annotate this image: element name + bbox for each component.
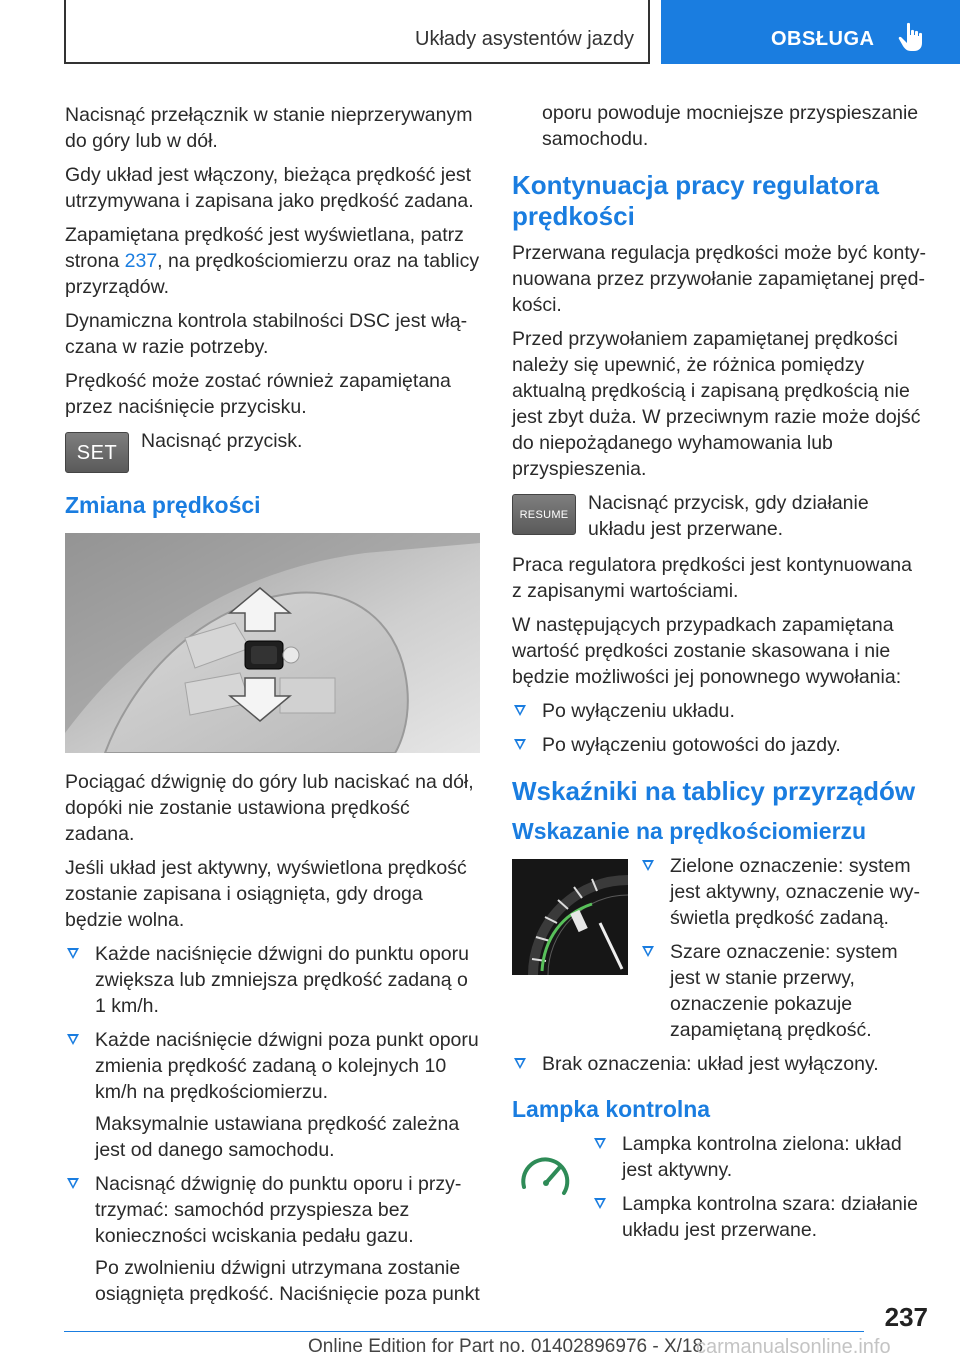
- list-item: [640, 939, 927, 1043]
- triangle-bullet-icon: [642, 946, 654, 957]
- list-item: [65, 1171, 480, 1249]
- header-section-box: [64, 0, 650, 64]
- list-item: [640, 853, 927, 931]
- list-item-text: Każde naciśnięcie dźwigni poza punkt oporu zmienia prędkość zadaną o kolejnych 10 km/h na prędkościomierzu.: [95, 1029, 479, 1103]
- list-item-text: Lampka kontrolna szara: działanie układu jest przerwane.: [622, 1193, 918, 1241]
- paragraph: Przerwana regulacja prędkości może być kontynuowana przez przywołanie zapamiętanej prędkości.: [512, 242, 927, 316]
- paragraph: Gdy układ jest włączony, bieżąca prędkość jest utrzymywana i zapisana jako prędkość zadana.: [65, 164, 474, 212]
- triangle-bullet-icon: [514, 705, 526, 716]
- section-heading: Zmiana prędkości: [65, 492, 261, 518]
- list-item: [592, 1191, 927, 1243]
- paragraph: Jeśli układ jest aktywny, wyświetlona prędkość zostanie zapisana i osiągnięta, gdy droga będzie wolna.: [65, 857, 467, 931]
- footer-watermark: carmanualsonline.info: [696, 1336, 891, 1358]
- subsection-heading: Wskazanie na prędkościomierzu: [512, 818, 867, 844]
- list-item-text: Po wyłączeniu gotowości do jazdy.: [542, 734, 841, 756]
- bullet-list: [512, 698, 927, 758]
- right-column: [512, 102, 927, 1251]
- list-item-text: Zielone oznaczenie: system jest aktywny, oznaczenie wyświetla prędkość zadaną.: [670, 855, 920, 929]
- indicator-lamp-row: [512, 1131, 927, 1251]
- paragraph-continued: oporu powoduje mocniejsze przyspieszanie samochodu.: [542, 102, 919, 150]
- header-section-title: Układy asystentów jazdy: [415, 28, 634, 50]
- list-item-text: Szare oznaczenie: system jest w stanie przerwy, oznaczenie pokazuje zapamiętaną prędkość.: [670, 941, 898, 1041]
- triangle-bullet-icon: [67, 948, 79, 959]
- list-item-text: Lampka kontrolna zielona: układ jest aktywny.: [622, 1133, 902, 1181]
- bullet-list: [640, 853, 927, 1043]
- header-chapter-label: OBSŁUGA: [771, 28, 875, 50]
- indicator-lamp-legend: [592, 1131, 927, 1251]
- list-item: [512, 1051, 927, 1077]
- list-item-text: Po wyłączeniu układu.: [542, 700, 735, 722]
- paragraph: Przed przywołaniem zapamiętanej prędkości należy się upewnić, że różnica pomiędzy aktualną prędkością i zapisaną prędkością nie jest zbyt duża. W przeciwnym razie może dojść do niepożądanego wyhamowania lub przyspieszenia.: [512, 328, 921, 480]
- cruise-control-lamp-icon: [512, 1145, 580, 1213]
- speedometer-legend: [640, 853, 927, 1051]
- list-item: [512, 698, 927, 724]
- resume-button-text: Nacisnąć przycisk, gdy działanie układu jest przerwane.: [588, 492, 869, 540]
- paragraph: Nacisnąć przełącznik w stanie nieprzerywanym do góry lub w dół.: [65, 104, 473, 152]
- subsection-heading: Lampka kontrolna: [512, 1096, 711, 1122]
- paragraph: Pociągać dźwignię do góry lub naciskać na dół, dopóki nie zostanie ustawiona prędkość zadana.: [65, 771, 474, 845]
- resume-button-icon: RESUME: [512, 494, 576, 535]
- header-chapter-tab: [661, 0, 960, 64]
- steering-wheel-controls-image: [65, 533, 480, 753]
- triangle-bullet-icon: [594, 1198, 606, 1209]
- section-heading: Kontynuacja pracy regulatora prędkości: [512, 170, 879, 231]
- list-item: [65, 1027, 480, 1105]
- speedometer-image: [512, 859, 628, 975]
- triangle-bullet-icon: [67, 1034, 79, 1045]
- triangle-bullet-icon: [514, 739, 526, 750]
- bullet-list: [512, 1051, 927, 1077]
- triangle-bullet-icon: [67, 1178, 79, 1189]
- bullet-list: [65, 941, 480, 1105]
- text: , na prędkościomierzu oraz na tablicy przyrządów.: [65, 250, 480, 298]
- set-button-row: [65, 428, 480, 473]
- speedometer-row: [512, 853, 927, 1051]
- section-heading: Wskaźniki na tablicy przyrządów: [512, 776, 916, 806]
- bullet-list: [592, 1131, 927, 1243]
- list-item-text: Brak oznaczenia: układ jest wyłączony.: [542, 1053, 879, 1075]
- list-item-text: Nacisnąć dźwignię do punktu oporu i przytrzymać: samochód przyspiesza bez konieczności wciskania pedału gazu.: [95, 1173, 462, 1247]
- list-item: [512, 732, 927, 758]
- resume-button-row: [512, 490, 927, 542]
- list-item-text: Każde naciśnięcie dźwigni do punktu oporu zwiększa lub zmniejsza prędkość zadaną o 1 km/h.: [95, 943, 469, 1017]
- list-item: [65, 941, 480, 1019]
- bullet-list: [65, 1171, 480, 1249]
- paragraph: Praca regulatora prędkości jest kontynuowana z zapisanymi wartościami.: [512, 554, 912, 602]
- paragraph: Dynamiczna kontrola stabilności DSC jest włączana w razie potrzeby.: [65, 310, 468, 358]
- triangle-bullet-icon: [594, 1138, 606, 1149]
- paragraph: W następujących przypadkach zapamiętana wartość prędkości zostanie skasowana i nie będzie możliwości jej ponownego wywołania:: [512, 614, 902, 688]
- page-link[interactable]: 237: [124, 250, 158, 272]
- set-button-text: Nacisnąć przycisk.: [141, 430, 303, 452]
- page-number: 237: [884, 1302, 928, 1332]
- footer-divider: [64, 1331, 864, 1332]
- list-item: [592, 1131, 927, 1183]
- hand-pointer-icon: [898, 22, 924, 52]
- paragraph: [65, 222, 480, 300]
- footer-edition: Online Edition for Part no. 01402896976 - X/18: [308, 1336, 704, 1357]
- text: Zapamiętana prędkość jest wyświetlana, patrz strona: [65, 224, 464, 272]
- triangle-bullet-icon: [642, 860, 654, 871]
- set-button-icon: SET: [65, 432, 129, 473]
- list-note: Maksymalnie ustawiana prędkość zależna jest od danego samochodu.: [95, 1113, 460, 1161]
- triangle-bullet-icon: [514, 1058, 526, 1069]
- left-column: [65, 102, 480, 1315]
- paragraph: Prędkość może zostać również zapamiętana przez naciśnięcie przycisku.: [65, 370, 451, 418]
- list-note: Po zwolnieniu dźwigni utrzymana zostanie osiągnięta prędkość. Naciśnięcie poza punkt: [95, 1257, 480, 1305]
